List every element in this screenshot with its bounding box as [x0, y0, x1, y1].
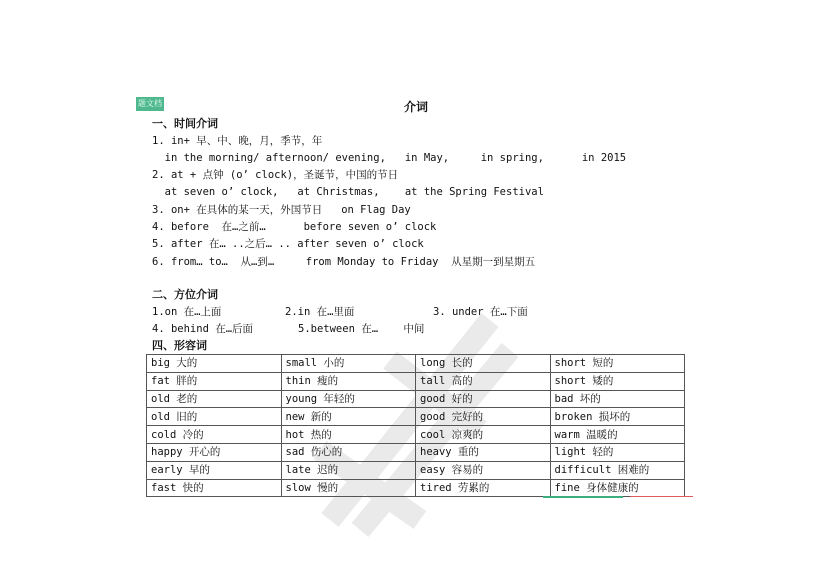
- position-item-5: 5.between 在… 中间: [298, 323, 425, 335]
- table-cell: fine 身体健康的: [550, 479, 685, 497]
- table-cell: fat 胖的: [147, 372, 282, 390]
- time-line-3: 2. at + 点钟 (o’ clock)，圣诞节，中国的节日: [152, 169, 399, 181]
- table-cell: warm 温暖的: [550, 426, 685, 444]
- position-item-3: 3. under 在…下面: [433, 306, 528, 318]
- table-cell: small 小的: [281, 355, 416, 373]
- time-line-2: in the morning/ afternoon/ evening, in May, in spring, in 2015: [152, 152, 627, 164]
- table-cell: bad 坏的: [550, 390, 685, 408]
- table-cell: good 完好的: [416, 408, 551, 426]
- table-cell: big 大的: [147, 355, 282, 373]
- table-cell: cool 凉爽的: [416, 426, 551, 444]
- position-item-4: 4. behind 在…后面: [152, 323, 254, 335]
- table-row: [147, 408, 685, 426]
- position-item-2: 2.in 在…里面: [285, 306, 355, 318]
- table-cell: cold 冷的: [147, 426, 282, 444]
- time-line-1: 1. in+ 早、中、晚，月，季节，年: [152, 135, 323, 147]
- table-cell: old 老的: [147, 390, 282, 408]
- table-cell: short 短的: [550, 355, 685, 373]
- table-cell: hot 热的: [281, 426, 416, 444]
- table-row: [147, 443, 685, 461]
- table-row: [147, 390, 685, 408]
- doc-tag: 题文档: [136, 97, 164, 111]
- table-cell: old 旧的: [147, 408, 282, 426]
- time-line-5: 3. on+ 在具体的某一天，外国节日 on Flag Day: [152, 204, 411, 216]
- table-cell: young 年轻的: [281, 390, 416, 408]
- table-cell: good 好的: [416, 390, 551, 408]
- red-underline: [630, 496, 693, 497]
- section-heading-time: 一、时间介词: [152, 117, 218, 130]
- table-cell: late 迟的: [281, 461, 416, 479]
- table-cell: thin 瘦的: [281, 372, 416, 390]
- table-cell: heavy 重的: [416, 443, 551, 461]
- table-cell: short 矮的: [550, 372, 685, 390]
- table-cell: long 长的: [416, 355, 551, 373]
- table-cell: happy 开心的: [147, 443, 282, 461]
- table-cell: early 早的: [147, 461, 282, 479]
- table-cell: sad 伤心的: [281, 443, 416, 461]
- page-title: 介词: [404, 100, 429, 114]
- table-row: [147, 372, 685, 390]
- table-row: [147, 355, 685, 373]
- table-cell: broken 损坏的: [550, 408, 685, 426]
- time-line-7: 5. after 在… ..之后… .. after seven o’ clock: [152, 238, 424, 250]
- table-cell: new 新的: [281, 408, 416, 426]
- table-cell: slow 慢的: [281, 479, 416, 497]
- table-cell: tall 高的: [416, 372, 551, 390]
- section-heading-adjectives: 四、形容词: [152, 339, 207, 352]
- green-underline: [543, 496, 623, 498]
- adjectives-table: [146, 354, 685, 497]
- table-cell: fast 快的: [147, 479, 282, 497]
- table-row: [147, 461, 685, 479]
- table-cell: tired 劳累的: [416, 479, 551, 497]
- section-heading-position: 二、方位介词: [152, 288, 218, 301]
- table-cell: difficult 困难的: [550, 461, 685, 479]
- table-cell: easy 容易的: [416, 461, 551, 479]
- time-line-4: at seven o’ clock, at Christmas, at the Spring Festival: [152, 186, 544, 198]
- position-item-1: 1.on 在…上面: [152, 306, 222, 318]
- table-cell: light 轻的: [550, 443, 685, 461]
- table-row: [147, 426, 685, 444]
- time-line-8: 6. from… to… 从…到… from Monday to Friday 从星期一到星期五: [152, 256, 536, 268]
- table-row: [147, 479, 685, 497]
- time-line-6: 4. before 在…之前… before seven o’ clock: [152, 221, 437, 233]
